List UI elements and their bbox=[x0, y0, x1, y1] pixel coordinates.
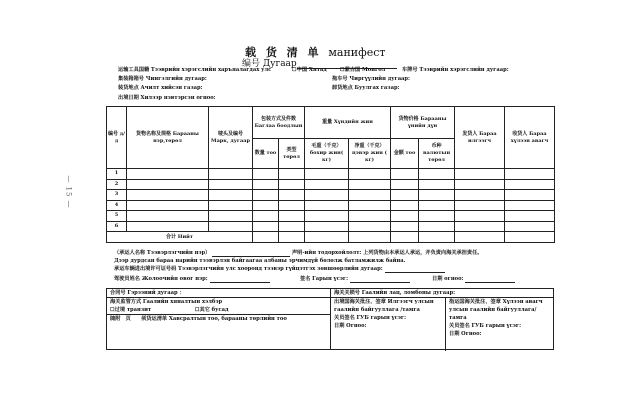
cell[interactable] bbox=[253, 232, 279, 243]
cell[interactable] bbox=[419, 211, 455, 222]
loading-place: 装货地点 Ачилт хийсэн газар: bbox=[118, 85, 203, 91]
cell[interactable] bbox=[279, 211, 305, 222]
import-date: 日期 Огноо: bbox=[449, 331, 482, 337]
unloading-place: 卸货地点 Буулгах газар: bbox=[332, 85, 400, 91]
export-date: 日期 Огноо: bbox=[334, 323, 367, 329]
export-officer-sign: 关员签名 ГУБ гарын үсэг: bbox=[334, 315, 406, 321]
cell[interactable] bbox=[391, 190, 419, 201]
col-amount: 金额 тоо bbox=[391, 139, 419, 169]
cell[interactable] bbox=[455, 169, 505, 180]
col-goods-name: 货物名称及规格 Барааны нэр,төрөл bbox=[127, 107, 209, 169]
signature-row bbox=[300, 276, 410, 283]
cell[interactable] bbox=[209, 221, 253, 232]
cell[interactable] bbox=[127, 169, 209, 180]
declaration-text: 声明-ийн тодорхойлолт: 上列货物由本承运人承运，并负责向海关承担责任。 bbox=[291, 250, 483, 256]
cell[interactable] bbox=[349, 232, 391, 243]
cell[interactable] bbox=[305, 179, 349, 190]
col-net: 净重（千克） цэвэр жин ( кг) bbox=[349, 139, 391, 169]
title-cn: 载 货 清 单 bbox=[245, 46, 322, 59]
table-row bbox=[107, 200, 555, 211]
col-qty: 数量 тоо bbox=[253, 139, 279, 169]
cell[interactable] bbox=[419, 179, 455, 190]
cell[interactable] bbox=[391, 179, 419, 190]
cell[interactable] bbox=[127, 221, 209, 232]
cell[interactable] bbox=[279, 169, 305, 180]
driver-name-label: 驾驶员姓名 Жолоочийн овог нэр: bbox=[114, 276, 208, 282]
export-customs-stamp: 出境国海关批注、签章 Илгээгч улсын гаалийн байгууллага /тамга bbox=[334, 299, 434, 313]
cell[interactable] bbox=[391, 169, 419, 180]
date-row bbox=[432, 276, 515, 283]
cell[interactable] bbox=[505, 200, 555, 211]
seal-number: 海关关锁号 Гаалийн лац, ломбоны дугаар: bbox=[331, 289, 553, 298]
cell[interactable] bbox=[127, 190, 209, 201]
cell[interactable] bbox=[391, 232, 419, 243]
vehicle-country: 运输工具国籍 Тээврийн хэрэгслийн харъяалагдах улс bbox=[118, 67, 272, 73]
col-no: 编号 д/ д bbox=[107, 107, 127, 169]
customs-method-label: 海关监管方式 Гаалийн хяналтын хэлбэр bbox=[110, 299, 223, 305]
total-label: 合计 Нийт bbox=[107, 232, 253, 243]
attachment-note: 随附 页 须货运清单 Хавсралтын тоо, барааны төрлийн тоо bbox=[110, 316, 287, 322]
cell[interactable] bbox=[279, 221, 305, 232]
table-row bbox=[107, 169, 555, 180]
export-customs-panel bbox=[331, 298, 445, 358]
title-mn: манифест bbox=[328, 46, 386, 59]
number-label: 编号 Дугаар bbox=[242, 59, 297, 69]
cell[interactable] bbox=[305, 169, 349, 180]
carrier-declaration bbox=[114, 250, 482, 257]
option-transit[interactable]: ☐过境 транзит bbox=[110, 307, 152, 313]
permit-number-label: 承运车辆进出境许可证号码 Тээвэрлэгчийн улс хооронд тээвэр гүйцэтгэх зөвшөөрлийн дугаар: bbox=[114, 266, 383, 272]
exit-date: 出境日期 Хилээр нэвтэрсэн огноо: bbox=[118, 95, 216, 101]
cell[interactable] bbox=[505, 169, 555, 180]
row-index: 2 bbox=[107, 179, 127, 190]
row-index: 5 bbox=[107, 211, 127, 222]
col-currency: 币种 валютын төрөл bbox=[419, 139, 455, 169]
cell[interactable] bbox=[305, 190, 349, 201]
row-index: 6 bbox=[107, 221, 127, 232]
cell[interactable] bbox=[505, 232, 555, 243]
plate-number: 车牌号 Тээврийн хэрэгслийн дугаар: bbox=[402, 67, 509, 73]
carrier-name-field[interactable] bbox=[212, 251, 290, 257]
cell[interactable] bbox=[419, 232, 455, 243]
cell[interactable] bbox=[505, 179, 555, 190]
cell[interactable] bbox=[391, 211, 419, 222]
import-customs-stamp: 指运国海关批注、签章 Хүлээн авагч улсын гаалийн байгууллага/тамга bbox=[449, 299, 543, 321]
option-china[interactable]: ☐中国 Хятад bbox=[292, 67, 327, 73]
cell[interactable] bbox=[391, 200, 419, 211]
cell[interactable] bbox=[349, 211, 391, 222]
cell[interactable] bbox=[455, 232, 505, 243]
cell[interactable] bbox=[349, 179, 391, 190]
cell[interactable] bbox=[305, 221, 349, 232]
table-row bbox=[107, 211, 555, 222]
cell[interactable] bbox=[253, 169, 279, 180]
col-type: 类型 төрөл bbox=[279, 139, 305, 169]
customs-section bbox=[106, 288, 554, 350]
cell[interactable] bbox=[455, 190, 505, 201]
table-row bbox=[107, 179, 555, 190]
cell[interactable] bbox=[455, 221, 505, 232]
declaration-text-mn: Дээр дурдсан бараа нарийн тээвэрлэн байгаагаа албаны эрчимдүй бөлөлж батламжилж байна. bbox=[114, 258, 406, 264]
cell[interactable] bbox=[419, 200, 455, 211]
cell[interactable] bbox=[349, 190, 391, 201]
cell[interactable] bbox=[349, 221, 391, 232]
customs-left-panel bbox=[107, 289, 331, 349]
cell[interactable] bbox=[253, 211, 279, 222]
cell[interactable] bbox=[419, 190, 455, 201]
container-number: 集装箱箱号 Чингэлгийн дугаар: bbox=[118, 76, 207, 82]
row-index: 4 bbox=[107, 200, 127, 211]
signature-field[interactable] bbox=[350, 277, 410, 283]
cell[interactable] bbox=[455, 179, 505, 190]
cell[interactable] bbox=[279, 190, 305, 201]
cell[interactable] bbox=[305, 211, 349, 222]
signature-label: 签名 Гарын үсэг: bbox=[300, 276, 348, 282]
col-weight: 重量 Хүндийн жин bbox=[305, 107, 391, 139]
cell[interactable] bbox=[209, 179, 253, 190]
col-packing: 包装方式及件数 Баглаа боодлын bbox=[253, 107, 305, 139]
carrier-name-label: （承运人名称 Тээвэрлэгчийн нэр） bbox=[114, 250, 211, 256]
cell[interactable] bbox=[209, 200, 253, 211]
cell[interactable] bbox=[253, 200, 279, 211]
cell[interactable] bbox=[127, 179, 209, 190]
cell[interactable] bbox=[505, 221, 555, 232]
cell[interactable] bbox=[391, 221, 419, 232]
row-index: 1 bbox=[107, 169, 127, 180]
cell[interactable] bbox=[209, 169, 253, 180]
cell[interactable] bbox=[419, 169, 455, 180]
trailer-number: 拖车号 Чиргүүлийн дугаар: bbox=[332, 76, 410, 82]
cell[interactable] bbox=[349, 200, 391, 211]
cell[interactable] bbox=[455, 211, 505, 222]
total-row bbox=[107, 232, 555, 243]
col-gross: 毛重（千克） бохир жин( кг) bbox=[305, 139, 349, 169]
cell[interactable] bbox=[127, 211, 209, 222]
permit-number-field[interactable] bbox=[385, 267, 445, 273]
import-customs-panel bbox=[445, 298, 553, 351]
customs-method-options bbox=[107, 306, 330, 315]
date-field[interactable] bbox=[465, 277, 515, 283]
cell[interactable] bbox=[279, 232, 305, 243]
manifest-table bbox=[106, 106, 555, 243]
table-row bbox=[107, 221, 555, 232]
page-number: — 15 — bbox=[64, 175, 73, 209]
permit-number bbox=[114, 266, 445, 273]
import-officer-sign: 关员签名 ГУБ гарын үсэг: bbox=[449, 323, 521, 329]
contract-number: 合同号 Гэрээний дугаар ： bbox=[107, 289, 330, 298]
row-index: 3 bbox=[107, 190, 127, 201]
col-shipper: 发货人 Бараа илгээгч bbox=[455, 107, 505, 169]
cell[interactable] bbox=[209, 211, 253, 222]
date-label: 日期 огноо: bbox=[432, 276, 464, 282]
cell[interactable] bbox=[253, 190, 279, 201]
cell[interactable] bbox=[127, 200, 209, 211]
cell[interactable] bbox=[253, 221, 279, 232]
cell[interactable] bbox=[505, 190, 555, 201]
driver-name-field[interactable] bbox=[210, 277, 270, 283]
cell[interactable] bbox=[455, 200, 505, 211]
cell[interactable] bbox=[305, 200, 349, 211]
cell[interactable] bbox=[349, 169, 391, 180]
driver-row bbox=[114, 276, 270, 283]
col-marks: 唛头及编号 Марк, дугаар bbox=[209, 107, 253, 169]
option-mongolia[interactable]: ☐蒙古国 Монгол bbox=[340, 67, 386, 73]
col-value: 货物价格 Барааны үнийн дүн bbox=[391, 107, 455, 139]
cell[interactable] bbox=[505, 211, 555, 222]
option-other[interactable]: ☐其它 бусад bbox=[194, 307, 229, 313]
col-consignee: 收货人 Бараа хүлээн авагч bbox=[505, 107, 555, 169]
cell[interactable] bbox=[305, 232, 349, 243]
cell[interactable] bbox=[209, 190, 253, 201]
cell[interactable] bbox=[253, 179, 279, 190]
cell[interactable] bbox=[419, 221, 455, 232]
table-row bbox=[107, 190, 555, 201]
cell[interactable] bbox=[279, 179, 305, 190]
cell[interactable] bbox=[279, 200, 305, 211]
